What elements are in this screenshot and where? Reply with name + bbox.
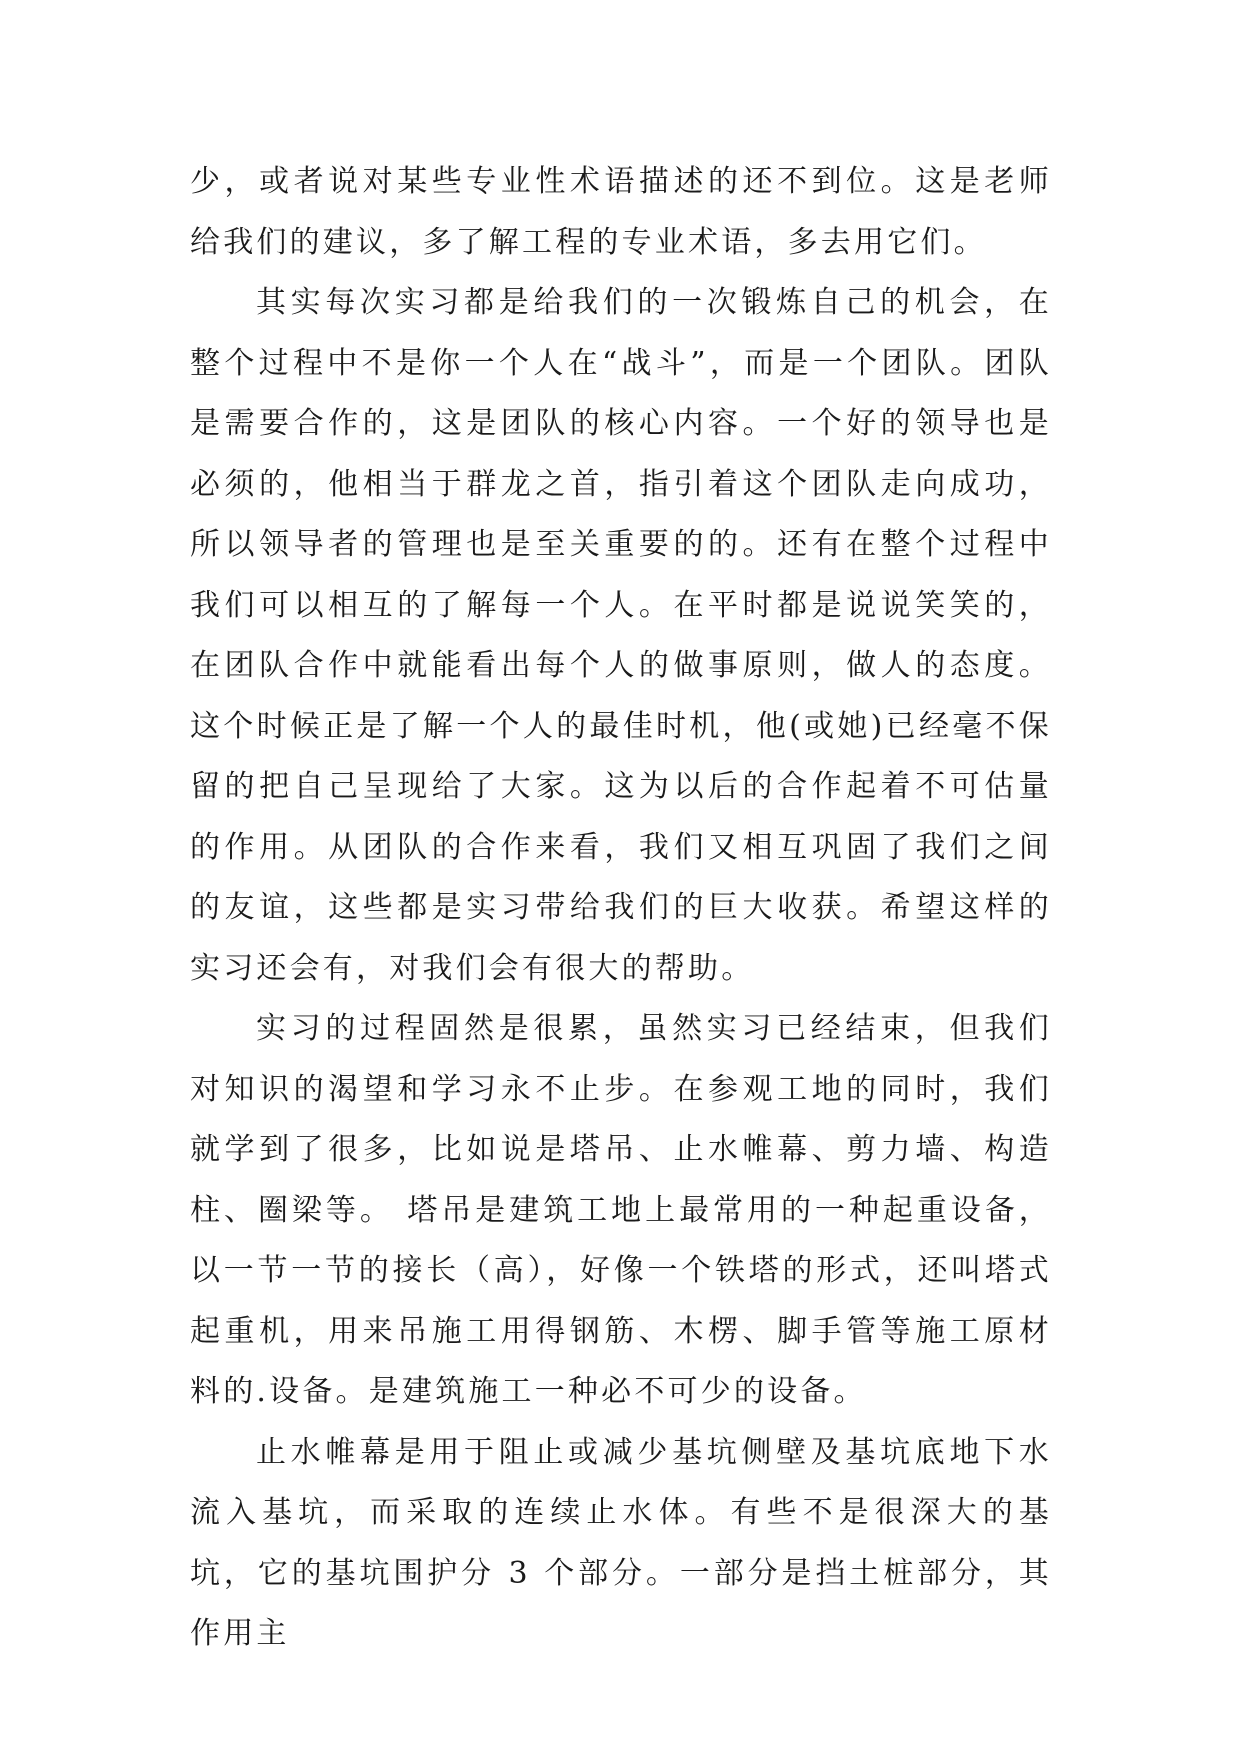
paragraph-tower-crane: 实习的过程固然是很累，虽然实习已经结束，但我们对知识的渴望和学习永不止步。在参观工地的同时，我们就学到了很多，比如说是塔吊、止水帷幕、剪力墙、构造柱、圈梁等。 塔吊是建筑工地上最常用的一种起重设备，以一节一节的接长（高），好像一个铁塔的形式，还叫塔式起重机，用来吊施工用得钢筋、木楞、脚手管等施工原材料的.设备。是建筑施工一种必不可少的设备。 xyxy=(190,1011,1052,1409)
body-text xyxy=(190,152,1052,1665)
paragraph-continued: 少，或者说对某些专业性术语描述的还不到位。这是老师给我们的建议，多了解工程的专业术语，多去用它们。 xyxy=(190,164,1052,260)
paragraph-teamwork: 其实每次实习都是给我们的一次锻炼自己的机会，在整个过程中不是你一个人在“战斗”，而是一个团队。团队是需要合作的，这是团队的核心内容。一个好的领导也是必须的，他相当于群龙之首，指引着这个团队走向成功，所以领导者的管理也是至关重要的的。还有在整个过程中我们可以相互的了解每一个人。在平时都是说说笑笑的，在团队合作中就能看出每个人的做事原则，做人的态度。这个时候正是了解一个人的最佳时机，他(或她)已经毫不保留的把自己呈现给了大家。这为以后的合作起着不可估量的作用。从团队的合作来看，我们又相互巩固了我们之间的友谊，这些都是实习带给我们的巨大收获。希望这样的实习还会有，对我们会有很大的帮助。 xyxy=(190,285,1052,986)
paragraph-waterproof-curtain: 止水帷幕是用于阻止或减少基坑侧壁及基坑底地下水流入基坑，而采取的连续止水体。有些不是很深大的基坑，它的基坑围护分 3 个部分。一部分是挡土桩部分，其作用主 xyxy=(190,1434,1052,1651)
